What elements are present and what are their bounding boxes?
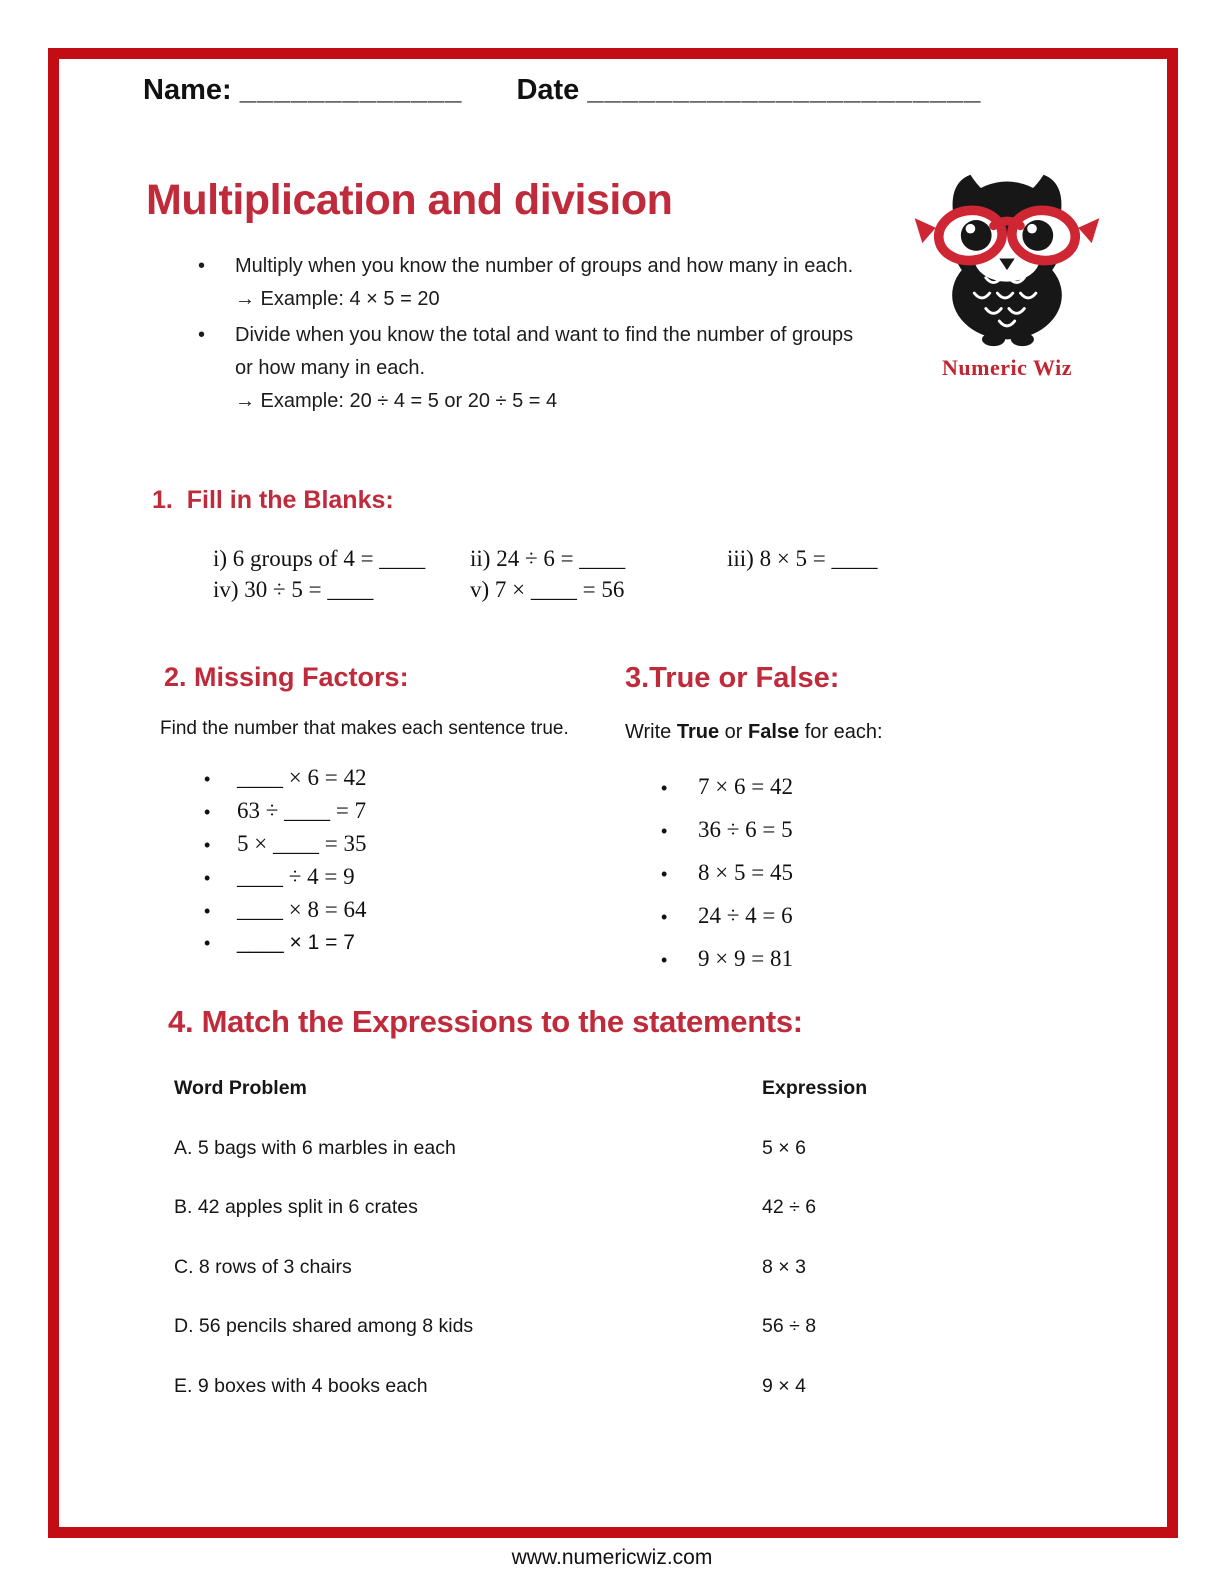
table-row-expression: 8 × 3 xyxy=(762,1255,806,1278)
header xyxy=(143,74,981,107)
equation-text: 9 × 9 = 81 xyxy=(698,946,793,971)
equation-text: ____ × 8 = 64 xyxy=(237,897,367,922)
intro-bullet-list xyxy=(198,250,878,421)
list-item xyxy=(198,250,878,316)
list-item xyxy=(625,766,1055,809)
section2-missing-factors xyxy=(160,660,600,959)
bullet-example: → Example: 4 × 5 = 20 xyxy=(235,288,440,310)
name-label: Name: xyxy=(143,74,232,106)
section3-subtitle xyxy=(625,721,1055,744)
footer-url: www.numericwiz.com xyxy=(511,1546,713,1569)
list-item xyxy=(625,895,1055,938)
bullet-icon: • xyxy=(661,864,668,884)
equation-text: 36 ÷ 6 = 5 xyxy=(698,817,793,842)
subtitle-text: or xyxy=(719,721,749,743)
fill-in-item: i) 6 groups of 4 = ____ xyxy=(213,546,426,571)
equation-text: ____ ÷ 4 = 9 xyxy=(237,864,355,889)
date-label: Date xyxy=(516,74,580,106)
fill-in-item: iii) 8 × 5 = ____ xyxy=(727,546,878,571)
section3-item-list xyxy=(625,766,1055,981)
list-item xyxy=(160,894,600,927)
list-item xyxy=(160,861,600,894)
brand-logo xyxy=(898,170,1116,381)
match-table xyxy=(174,1077,1074,1434)
bullet-icon: • xyxy=(204,769,211,789)
equation-text: 5 × ____ = 35 xyxy=(237,831,367,856)
bullet-icon: • xyxy=(661,821,668,841)
section1-heading: 1. Fill in the Blanks: xyxy=(152,486,394,514)
section2-heading: 2. Missing Factors: xyxy=(164,662,409,692)
list-item xyxy=(625,852,1055,895)
bullet-icon: • xyxy=(204,901,211,921)
list-item xyxy=(625,809,1055,852)
section3-heading: 3.True or False: xyxy=(625,662,840,694)
list-item xyxy=(198,319,878,418)
column-header-expression: Expression xyxy=(762,1077,868,1099)
equation-text: ____ × 1 = 7 xyxy=(237,931,355,954)
bullet-example: → Example: 20 ÷ 4 = 5 or 20 ÷ 5 = 4 xyxy=(235,390,558,412)
page-title: Multiplication and division xyxy=(146,176,673,224)
table-row-expression: 56 ÷ 8 xyxy=(762,1315,817,1337)
list-item xyxy=(160,927,600,959)
list-item xyxy=(160,762,600,795)
bullet-icon: • xyxy=(204,835,211,855)
table-row-problem: E. 9 boxes with 4 books each xyxy=(174,1374,428,1397)
list-item xyxy=(625,938,1055,981)
table-row-expression: 5 × 6 xyxy=(762,1136,806,1159)
table-row-problem: B. 42 apples split in 6 crates xyxy=(174,1196,418,1218)
subtitle-bold-false: False xyxy=(748,721,800,743)
table-row-problem: D. 56 pencils shared among 8 kids xyxy=(174,1315,474,1337)
bullet-icon: • xyxy=(204,933,211,953)
column-header-word-problem: Word Problem xyxy=(174,1077,307,1099)
fill-in-item: v) 7 × ____ = 56 xyxy=(470,577,625,602)
bullet-icon: • xyxy=(661,907,668,927)
bullet-icon: • xyxy=(198,255,206,277)
section3-true-or-false xyxy=(625,660,1055,981)
list-item xyxy=(160,795,600,828)
subtitle-text: Write xyxy=(625,721,677,743)
table-row-problem: C. 8 rows of 3 chairs xyxy=(174,1255,352,1278)
list-item xyxy=(160,828,600,861)
equation-text: ____ × 6 = 42 xyxy=(237,765,367,790)
bullet-icon: • xyxy=(204,802,211,822)
table-row-expression: 9 × 4 xyxy=(762,1374,806,1397)
subtitle-text: for each: xyxy=(799,721,883,743)
fill-in-item: ii) 24 ÷ 6 = ____ xyxy=(470,546,626,571)
section4-heading: 4. Match the Expressions to the statements: xyxy=(168,1004,803,1039)
bullet-icon: • xyxy=(204,868,211,888)
date-blank-line: _______________________ xyxy=(587,74,982,106)
section2-subtitle: Find the number that makes each sentence true. xyxy=(160,718,569,739)
bullet-text: Multiply when you know the number of groups and how many in each. xyxy=(235,255,854,277)
equation-text: 63 ÷ ____ = 7 xyxy=(237,798,367,823)
table-row-expression: 42 ÷ 6 xyxy=(762,1196,817,1218)
bullet-icon: • xyxy=(198,324,206,346)
brand-name: Numeric Wiz xyxy=(942,355,1072,380)
section2-item-list xyxy=(160,762,600,959)
section1-fill-in-items xyxy=(213,546,953,608)
bullet-icon: • xyxy=(661,950,668,970)
subtitle-bold-true: True xyxy=(676,721,720,743)
owl-mascot-icon xyxy=(898,170,1116,348)
bullet-text: Divide when you know the total and want to find the number of groups or how many in each. xyxy=(235,324,854,379)
equation-text: 7 × 6 = 42 xyxy=(698,774,793,799)
name-blank-line: _____________ xyxy=(239,74,463,106)
table-row-problem: A. 5 bags with 6 marbles in each xyxy=(174,1136,456,1159)
bullet-icon: • xyxy=(661,778,668,798)
fill-in-item: iv) 30 ÷ 5 = ____ xyxy=(213,577,374,602)
equation-text: 8 × 5 = 45 xyxy=(698,860,793,885)
equation-text: 24 ÷ 4 = 6 xyxy=(698,903,793,928)
